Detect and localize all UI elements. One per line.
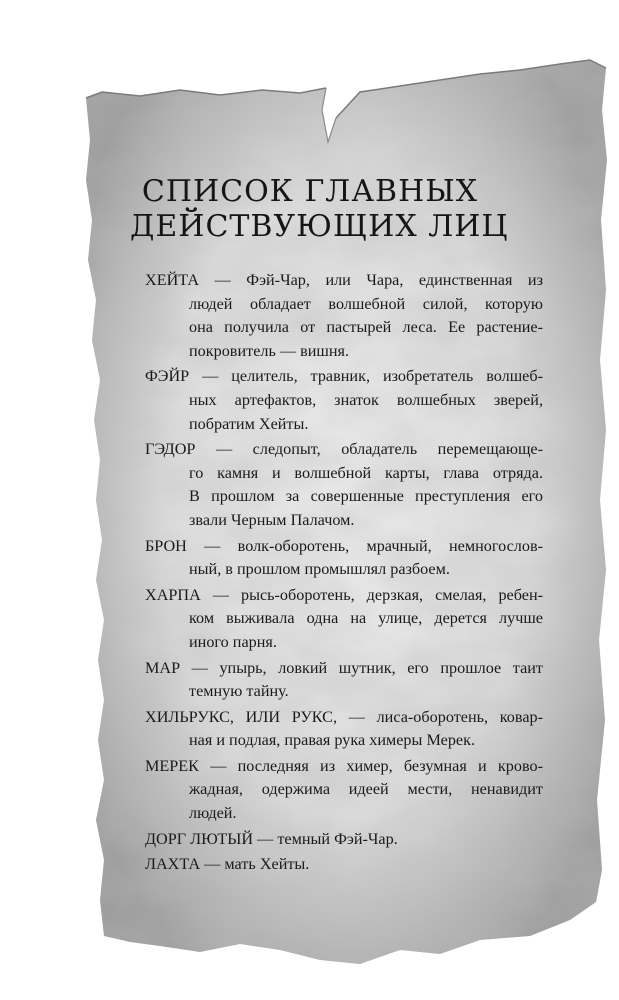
character-entry-line: ГЭДОР — следопыт, обладатель перемещающе- [145,440,543,459]
character-entry-line: БРОН — волк-оборотень, мрачный, немногослов- [145,536,543,555]
character-entry-line: ФЭЙР — целитель, травник, изобретатель волшеб- [145,367,543,386]
character-entry-line: жадная, одержима идеей мести, ненавидит [189,780,543,799]
page-title-line-2: ДЕЙСТВУЮЩИХ ЛИЦ [130,209,509,244]
character-entry-line: ком выживала одна на улице, дерется лучше [189,609,543,628]
character-entry-line: го камня и волшебной карты, глава отряда. [189,463,543,482]
character-entry-line: звали Черным Палачом. [189,510,355,529]
character-entry-line: темную тайну. [189,682,289,701]
character-entry-line: людей обладает волшебной силой, которую [189,294,543,313]
character-entry-line: ная и подлая, правая рука химеры Мерек. [189,731,476,750]
character-entry-line: иного парня. [189,632,277,651]
character-entry-line: людей. [189,804,237,823]
character-entry-line: покровитель — вишня. [189,341,350,360]
character-entry-line: ХЕЙТА — Фэй-Чар, или Чара, единственная из [145,271,543,289]
character-list [145,269,543,877]
character-entry-line: МЕРЕК — последняя из химер, безумная и крово- [145,756,543,775]
character-entry-line: МАР — упырь, ловкий шутник, его прошлое таит [145,658,543,677]
character-entry-line: она получила от пастырей леса. Ее растение- [189,318,543,337]
page-title-line-1: СПИСОК ГЛАВНЫХ [141,174,479,209]
character-entry-line: ных артефактов, знаток волшебных зверей, [189,390,543,409]
character-entry-line: ный, в прошлом промышлял разбоем. [189,560,450,579]
character-entry-line: ХИЛЬРУКС, ИЛИ РУКС, — лиса-оборотень, ковар- [145,707,543,726]
character-entry-line: В прошлом за совершенные преступления его [189,487,543,506]
character-entry-line: ДОРГ ЛЮТЫЙ — темный Фэй-Чар. [145,829,398,848]
character-entry-line: побратим Хейты. [189,414,309,433]
character-entry-line: ХАРПА — рысь-оборотень, дерзкая, смелая, ребен- [145,585,543,604]
character-entry-line: ЛАХТА — мать Хейты. [145,855,310,874]
